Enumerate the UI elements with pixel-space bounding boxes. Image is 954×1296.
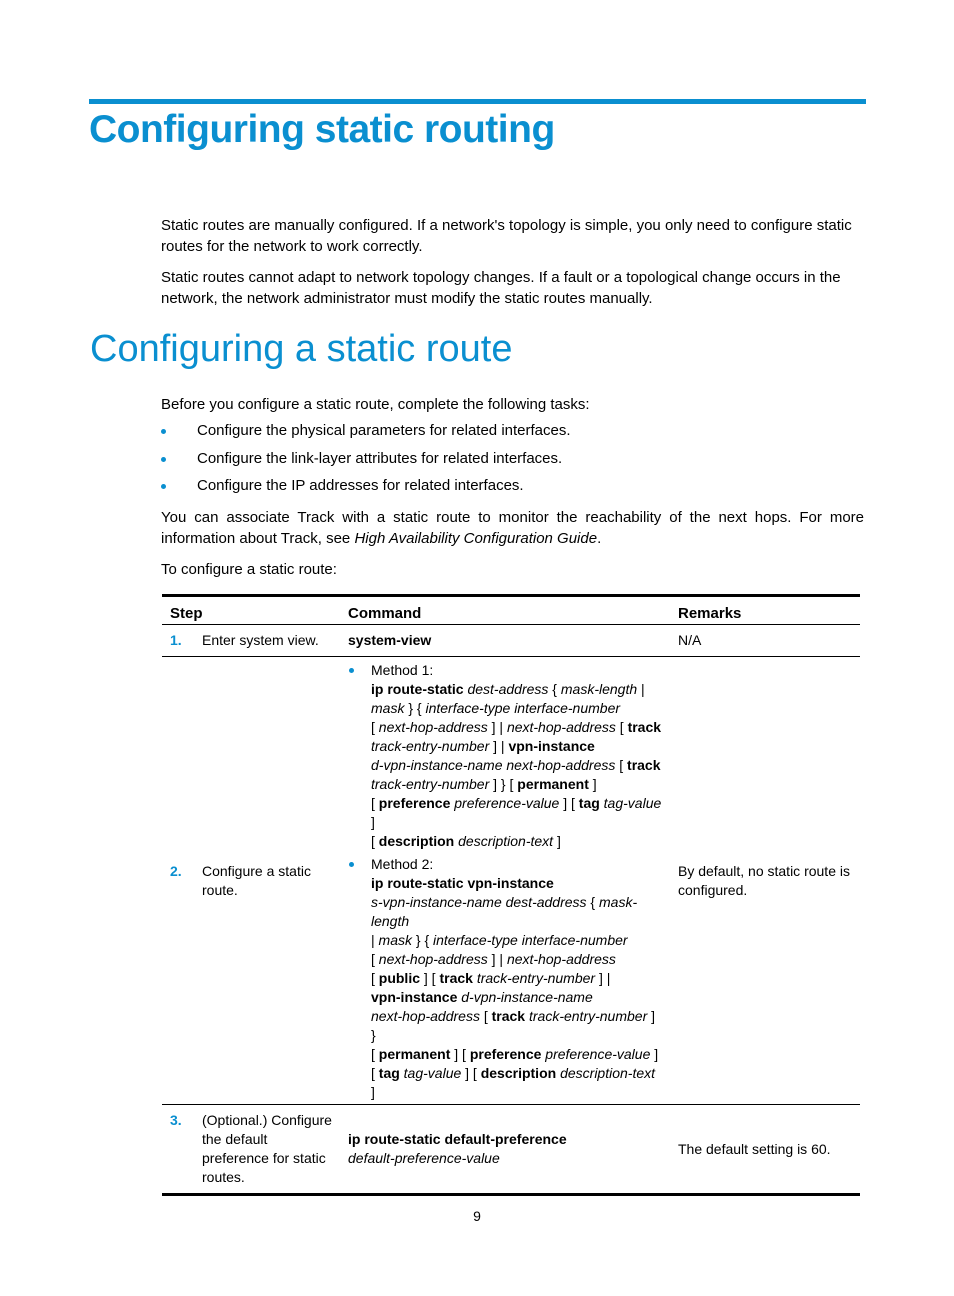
column-header-command: Command [340,596,670,625]
table-row [162,1105,860,1195]
remarks-text: N/A [670,625,860,657]
command-argument: default-preference-value [348,1150,500,1166]
table-row [162,625,860,657]
step-number: 3. [170,1112,182,1128]
step-description: Enter system view. [202,632,319,648]
step-description: (Optional.) Configure the default preference for static routes. [202,1112,332,1185]
guide-reference: High Availability Configuration Guide [354,530,598,547]
remarks-text: By default, no static route is configured. [670,657,860,1105]
prerequisite-list [161,420,864,503]
bullet-icon [349,862,354,867]
column-header-remarks: Remarks [670,596,860,625]
command-text: ip route-static default-preference [348,1131,567,1147]
command-method-2: Method 2: ip route-static vpn-instance s-vpn-instance-name dest-address { mask-length | mask } { interface-type interface-number [ next-hop-address ] | next-hop-address [ public ] [ track track-entry-number ] | vpn-instance d-vpn-instance-name next-hop-address [ track track-entry-number ] } [ permanent ] [ preference preference-value ] [ tag tag-value ] [ description description-text ] [348,855,662,1102]
step-number: 2. [170,862,182,879]
list-item: Configure the IP addresses for related interfaces. [161,475,864,503]
intro-paragraph-1: Static routes are manually configured. If a network's topology is simple, you only need to configure static routes for the network to work correctly. [161,217,852,255]
bullet-icon [161,429,166,434]
command-method-1: Method 1: ip route-static dest-address { mask-length | mask } { interface-type interface-number [ next-hop-address ] | next-hop-address [ track track-entry-number ] | vpn-instance d-vpn-instance-name next-hop-address [ track track-entry-number ] } [ permanent ] [ preference preference-value ] [ tag tag-value ] [ description description-text ] [348,661,662,851]
page-title: Configuring static routing [89,108,555,151]
section-title: Configuring a static route [90,328,513,370]
bullet-icon [161,457,166,462]
list-item: Configure the link-layer attributes for related interfaces. [161,448,864,476]
table-intro: To configure a static route: [161,561,337,578]
title-rule [89,99,866,104]
configuration-steps-table [162,594,860,1196]
column-header-step: Step [162,596,340,625]
table-row [162,657,860,1105]
prerequisites-intro: Before you configure a static route, complete the following tasks: [161,396,590,413]
bullet-icon [349,668,354,673]
list-item: Configure the physical parameters for related interfaces. [161,420,864,448]
track-paragraph: You can associate Track with a static route to monitor the reachability of the next hops. For more information about Track, see High Availability Configuration Guide. [161,509,864,547]
step-description: Configure a static route. [202,862,311,898]
step-number: 1. [170,632,182,648]
table-header-row [162,596,860,625]
command-text: system-view [348,632,432,648]
page-number: 9 [473,1208,481,1224]
bullet-icon [161,484,166,489]
intro-paragraph-2: Static routes cannot adapt to network topology changes. If a fault or a topological change occurs in the network, the network administrator must modify the static routes manually. [161,269,841,307]
remarks-text: The default setting is 60. [678,1140,831,1157]
